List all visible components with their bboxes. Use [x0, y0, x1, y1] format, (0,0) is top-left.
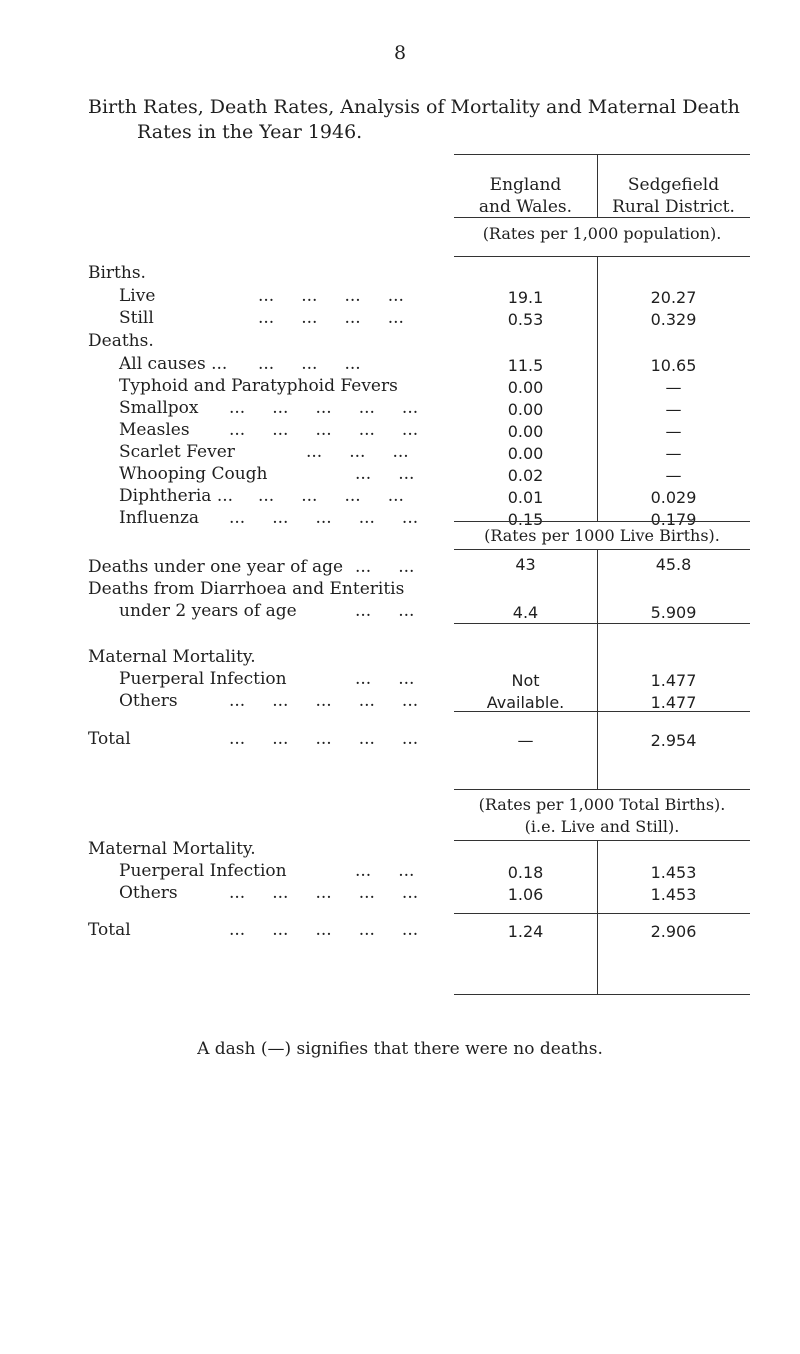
row-label-diarrhoea-line2: under 2 years of age	[119, 601, 297, 621]
cell-typhoid-ew: 0.00	[507, 378, 544, 397]
cell-diphtheria-sed: 0.029	[650, 488, 697, 507]
cell-measles-sed: —	[665, 422, 682, 441]
cell-typhoid-sed: —	[665, 378, 682, 397]
cell-diphtheria-ew: 0.01	[507, 488, 544, 507]
row-label-live: Live	[119, 286, 156, 306]
row-label-diphtheria: Diphtheria ...	[119, 486, 234, 506]
header-bottom-border	[454, 217, 750, 218]
cell-under-one-sed: 45.8	[655, 555, 692, 574]
section-deaths: Deaths.	[88, 331, 154, 351]
cell-whooping-sed: —	[665, 466, 682, 485]
cell-influenza-sed: 0.179	[650, 510, 697, 529]
cell-scarlet-ew: 0.00	[507, 444, 544, 463]
row-label-total: Total	[88, 729, 131, 749]
cell-scarlet-sed: —	[665, 444, 682, 463]
cell-still-sed: 0.329	[650, 310, 697, 329]
cell-diarrhoea-sed: 5.909	[650, 603, 697, 622]
row-label-measles: Measles	[119, 420, 190, 440]
header-england-line2: and Wales.	[478, 197, 573, 217]
leader-dots: ... ... ... ... ...	[229, 920, 419, 940]
leader-dots: ... ... ...	[306, 442, 409, 462]
cell-influenza-ew: 0.15	[507, 510, 544, 529]
total-border	[454, 913, 750, 914]
leader-dots: ... ... ... ... ...	[229, 508, 419, 528]
page-title: Birth Rates, Death Rates, Analysis of Mortality and Maternal Death	[88, 96, 740, 118]
cell-total2-sed: 2.906	[650, 922, 697, 941]
row-label-typhoid: Typhoid and Paratyphoid Fevers	[119, 376, 398, 396]
cell-total-ew: —	[517, 731, 534, 750]
cell-total2-ew: 1.24	[507, 922, 544, 941]
row-label-influenza: Influenza	[119, 508, 200, 528]
footnote: A dash (—) signifies that there were no deaths.	[197, 1039, 603, 1059]
leader-dots: ... ...	[355, 557, 415, 577]
leader-dots: ... ...	[355, 669, 415, 689]
cell-smallpox-ew: 0.00	[507, 400, 544, 419]
rate-header-population: (Rates per 1,000 population).	[482, 224, 722, 243]
cell-still-ew: 0.53	[507, 310, 544, 329]
section-births: Births.	[88, 263, 146, 283]
leader-dots: ... ...	[355, 464, 415, 484]
row-label-whooping: Whooping Cough	[119, 464, 268, 484]
rate-header-live-births: (Rates per 1000 Live Births).	[484, 526, 720, 545]
cell-all-causes-ew: 11.5	[507, 356, 544, 375]
rate-header-top-border	[454, 521, 750, 522]
cell-others2-sed: 1.453	[650, 885, 697, 904]
section-maternal-mortality-2: Maternal Mortality.	[88, 839, 256, 859]
rate-header-total-births: (Rates per 1,000 Total Births).	[478, 795, 726, 814]
cell-diarrhoea-ew: 4.4	[512, 603, 539, 622]
cell-whooping-ew: 0.02	[507, 466, 544, 485]
rate-header-border	[454, 549, 750, 550]
cell-puerperal-sed: 1.477	[650, 671, 697, 690]
row-label-scarlet: Scarlet Fever	[119, 442, 235, 462]
page-title-line2: Rates in the Year 1946.	[137, 121, 363, 143]
cell-others2-ew: 1.06	[507, 885, 544, 904]
leader-dots: ... ... ... ...	[258, 286, 404, 306]
row-label-smallpox: Smallpox	[119, 398, 199, 418]
leader-dots: ... ...	[355, 601, 415, 621]
cell-total-sed: 2.954	[650, 731, 697, 750]
row-label-under-one: Deaths under one year of age	[88, 557, 344, 577]
leader-dots: ... ... ... ...	[258, 308, 404, 328]
cell-all-causes-sed: 10.65	[650, 356, 697, 375]
rate-header-total-births-line2: (i.e. Live and Still).	[524, 817, 680, 836]
leader-dots: ... ... ... ... ...	[229, 691, 419, 711]
row-label-puerperal-2: Puerperal Infection	[119, 861, 287, 881]
leader-dots: ... ... ... ... ...	[229, 398, 419, 418]
leader-dots: ... ... ... ... ...	[229, 420, 419, 440]
leader-dots: ... ... ...	[258, 354, 361, 374]
leader-dots: ... ...	[355, 861, 415, 881]
cell-others-ew: Available.	[486, 693, 565, 712]
rate-header-border	[454, 840, 750, 841]
section-border	[454, 623, 750, 624]
row-label-diarrhoea: Deaths from Diarrhoea and Enteritis	[88, 579, 405, 599]
cell-live-ew: 19.1	[507, 288, 544, 307]
row-label-others-2: Others	[119, 883, 178, 903]
cell-others-sed: 1.477	[650, 693, 697, 712]
header-england: England	[489, 175, 562, 195]
leader-dots: ... ... ... ...	[258, 486, 404, 506]
cell-measles-ew: 0.00	[507, 422, 544, 441]
total-border	[454, 711, 750, 712]
section-maternal-mortality: Maternal Mortality.	[88, 647, 256, 667]
row-label-total-2: Total	[88, 920, 131, 940]
page-number: 8	[393, 42, 407, 64]
cell-puerperal2-ew: 0.18	[507, 863, 544, 882]
row-label-all-causes: All causes ...	[119, 354, 228, 374]
row-label-others: Others	[119, 691, 178, 711]
rate-header-top-border	[454, 789, 750, 790]
cell-under-one-ew: 43	[515, 555, 536, 574]
cell-puerperal-ew: Not	[511, 671, 540, 690]
cell-live-sed: 20.27	[650, 288, 697, 307]
row-label-puerperal: Puerperal Infection	[119, 669, 287, 689]
row-label-still: Still	[119, 308, 154, 328]
table-bottom-border	[454, 994, 750, 995]
leader-dots: ... ... ... ... ...	[229, 729, 419, 749]
rate-header-border	[454, 256, 750, 257]
table-top-border	[454, 154, 750, 155]
header-sedgefield-line2: Rural District.	[612, 197, 735, 217]
cell-puerperal2-sed: 1.453	[650, 863, 697, 882]
cell-smallpox-sed: —	[665, 400, 682, 419]
header-sedgefield: Sedgefield	[627, 175, 720, 195]
leader-dots: ... ... ... ... ...	[229, 883, 419, 903]
